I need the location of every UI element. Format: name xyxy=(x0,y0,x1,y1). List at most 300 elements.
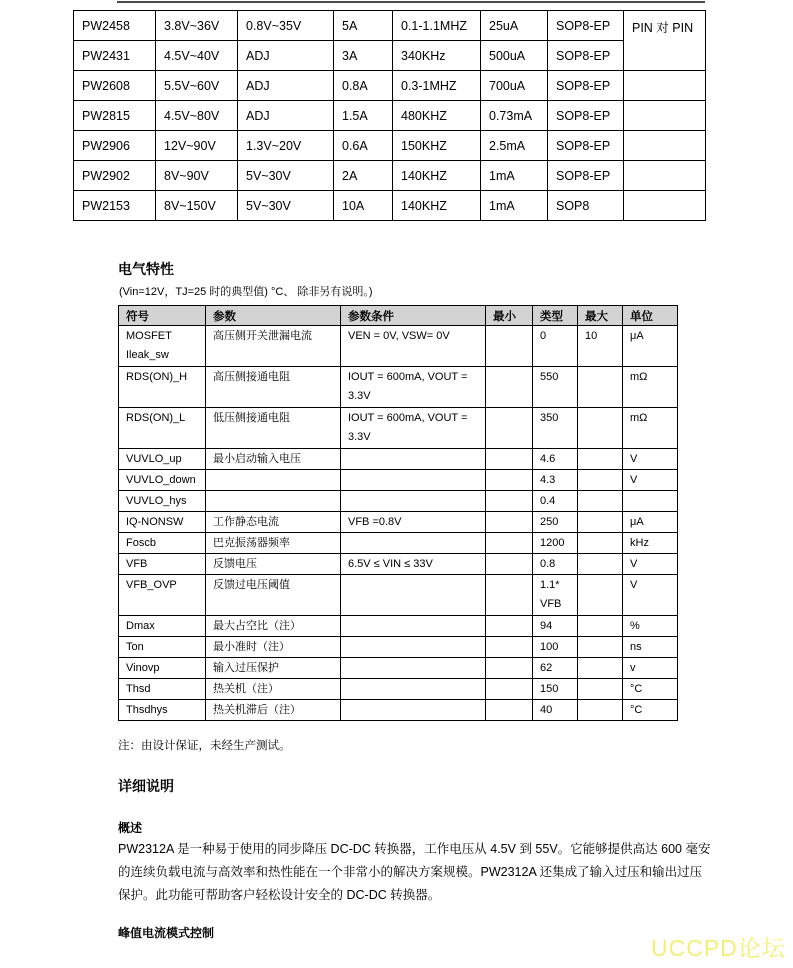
product-cell xyxy=(393,191,481,221)
condition-cell xyxy=(341,449,486,470)
symbol-cell-line: VUVLO_hys xyxy=(126,495,187,507)
product-selection-body xyxy=(74,11,706,221)
symbol-cell xyxy=(119,700,206,721)
unit-cell xyxy=(623,658,678,679)
typ-cell xyxy=(533,408,578,449)
subsection-title-peak-current-mode-control: 峰值电流模式控制 xyxy=(118,926,215,940)
electrical-header-cell: 最小 xyxy=(486,306,533,326)
product-row xyxy=(74,41,706,71)
product-cell xyxy=(481,191,548,221)
parameter-cell-line: 高压侧开关泄漏电流 xyxy=(213,330,312,342)
product-cell-line: 8V~90V xyxy=(164,168,209,183)
typ-cell-line: 0.8 xyxy=(540,558,556,570)
product-row xyxy=(74,191,706,221)
electrical-row xyxy=(119,554,678,575)
condition-cell xyxy=(341,637,486,658)
electrical-row xyxy=(119,449,678,470)
product-cell-line: 0.8A xyxy=(342,78,368,93)
electrical-header-cell: 参数条件 xyxy=(341,306,486,326)
product-cell xyxy=(156,11,238,41)
pin-to-pin-empty-cell xyxy=(624,71,706,101)
product-cell-line: 12V~90V xyxy=(164,138,216,153)
symbol-cell-line: MOSFET xyxy=(126,330,172,342)
parameter-cell-line: 巴克振荡器频率 xyxy=(213,537,290,549)
product-cell-line: 150KHZ xyxy=(401,138,447,153)
max-cell xyxy=(578,700,623,721)
typ-cell-line: 1.1* xyxy=(540,579,560,591)
typ-cell xyxy=(533,554,578,575)
unit-cell-line: % xyxy=(630,620,640,632)
typ-cell-line: 100 xyxy=(540,641,559,653)
condition-cell xyxy=(341,533,486,554)
product-cell-line: SOP8-EP xyxy=(556,18,611,33)
product-cell xyxy=(548,11,624,41)
product-row xyxy=(74,11,706,41)
unit-cell xyxy=(623,326,678,367)
electrical-header-cell: 类型 xyxy=(533,306,578,326)
symbol-cell-line: Dmax xyxy=(126,620,155,632)
parameter-cell xyxy=(206,616,341,637)
symbol-cell-line: IQ-NONSW xyxy=(126,516,184,528)
electrical-row xyxy=(119,491,678,512)
parameter-cell-line: 热关机（注） xyxy=(213,683,279,695)
symbol-cell-line: Thsdhys xyxy=(126,704,168,716)
overview-paragraph xyxy=(118,838,710,907)
symbol-cell xyxy=(119,554,206,575)
unit-cell xyxy=(623,367,678,408)
unit-cell xyxy=(623,449,678,470)
unit-cell-line: V xyxy=(630,453,638,465)
product-cell-line: 4.5V~40V xyxy=(164,48,220,63)
electrical-row xyxy=(119,326,678,367)
max-cell xyxy=(578,658,623,679)
parameter-cell xyxy=(206,554,341,575)
electrical-row xyxy=(119,700,678,721)
product-cell-line: ADJ xyxy=(246,48,270,63)
condition-cell xyxy=(341,367,486,408)
parameter-cell-line: 低压侧接通电阻 xyxy=(213,412,290,424)
condition-cell-line: 6.5V ≤ VIN ≤ 33V xyxy=(348,558,433,570)
product-cell-line: 1mA xyxy=(489,198,515,213)
unit-cell xyxy=(623,575,678,616)
electrical-conditions-subtitle: (Vin=12V，TJ=25 时的典型值) °C、 除非另有说明。) xyxy=(119,286,373,298)
electrical-header-cell: 参数 xyxy=(206,306,341,326)
parameter-cell xyxy=(206,449,341,470)
unit-cell-line: μA xyxy=(630,516,644,528)
min-cell xyxy=(486,367,533,408)
unit-cell-line: mΩ xyxy=(630,371,648,383)
max-cell xyxy=(578,491,623,512)
product-cell xyxy=(334,11,393,41)
product-cell-line: 3A xyxy=(342,48,358,63)
unit-cell-line: ns xyxy=(630,641,642,653)
product-row xyxy=(74,71,706,101)
product-cell xyxy=(156,101,238,131)
electrical-row xyxy=(119,679,678,700)
product-cell-line: SOP8-EP xyxy=(556,168,611,183)
typ-cell xyxy=(533,679,578,700)
product-cell xyxy=(74,41,156,71)
section-title-electrical-characteristics: 电气特性 xyxy=(118,261,174,277)
max-cell xyxy=(578,470,623,491)
condition-cell xyxy=(341,616,486,637)
product-cell-line: SOP8 xyxy=(556,198,590,213)
product-cell xyxy=(156,191,238,221)
min-cell xyxy=(486,616,533,637)
symbol-cell xyxy=(119,326,206,367)
product-cell-line: PW2906 xyxy=(82,138,130,153)
pin-to-pin-cell xyxy=(624,11,706,71)
product-cell xyxy=(481,11,548,41)
min-cell xyxy=(486,408,533,449)
typ-cell-line: 94 xyxy=(540,620,553,632)
symbol-cell xyxy=(119,367,206,408)
typ-cell xyxy=(533,326,578,367)
typ-cell xyxy=(533,637,578,658)
product-cell-line: 4.5V~80V xyxy=(164,108,220,123)
product-cell xyxy=(393,41,481,71)
electrical-row xyxy=(119,533,678,554)
condition-cell xyxy=(341,491,486,512)
product-cell xyxy=(548,41,624,71)
pin-to-pin-empty-cell xyxy=(624,161,706,191)
condition-cell xyxy=(341,700,486,721)
product-cell-line: PW2153 xyxy=(82,198,130,213)
condition-cell-line: VEN = 0V, VSW= 0V xyxy=(348,330,450,342)
product-cell-line: 5V~30V xyxy=(246,168,291,183)
condition-cell-line: 3.3V xyxy=(348,390,371,402)
electrical-row xyxy=(119,367,678,408)
uccpd-forum-watermark: UCCPD论坛 xyxy=(651,935,786,961)
typ-cell xyxy=(533,658,578,679)
typ-cell-line: 0 xyxy=(540,330,547,342)
condition-cell xyxy=(341,679,486,700)
unit-cell-line: V xyxy=(630,579,638,591)
electrical-row xyxy=(119,575,678,616)
condition-cell xyxy=(341,554,486,575)
unit-cell-line: V xyxy=(630,474,638,486)
max-cell-line: 10 xyxy=(585,330,598,342)
parameter-cell xyxy=(206,679,341,700)
product-cell xyxy=(238,131,334,161)
product-cell-line: 5A xyxy=(342,18,358,33)
symbol-cell-line: VFB_OVP xyxy=(126,579,177,591)
product-cell-line: SOP8-EP xyxy=(556,108,611,123)
unit-cell xyxy=(623,700,678,721)
product-cell xyxy=(548,191,624,221)
unit-cell xyxy=(623,470,678,491)
product-cell-line: 1.3V~20V xyxy=(246,138,302,153)
product-cell-line: 5V~30V xyxy=(246,198,291,213)
product-cell-line: ADJ xyxy=(246,108,270,123)
typ-cell xyxy=(533,512,578,533)
condition-cell xyxy=(341,470,486,491)
unit-cell xyxy=(623,491,678,512)
product-cell xyxy=(393,11,481,41)
max-cell xyxy=(578,512,623,533)
electrical-header-row xyxy=(119,306,678,326)
unit-cell-line: mΩ xyxy=(630,412,648,424)
overview-paragraph-line: 保护。此功能可帮助客户轻松设计安全的 DC-DC 转换器。 xyxy=(118,888,441,902)
product-cell xyxy=(74,191,156,221)
product-cell xyxy=(74,161,156,191)
product-cell-line: PW2902 xyxy=(82,168,130,183)
electrical-row xyxy=(119,637,678,658)
min-cell xyxy=(486,326,533,367)
electrical-header-cell: 单位 xyxy=(623,306,678,326)
symbol-cell-line: Foscb xyxy=(126,537,156,549)
product-cell-line: 1mA xyxy=(489,168,515,183)
product-cell-line: PW2815 xyxy=(82,108,130,123)
max-cell xyxy=(578,367,623,408)
product-cell-line: 480KHZ xyxy=(401,108,447,123)
typ-cell-line: 150 xyxy=(540,683,559,695)
symbol-cell xyxy=(119,658,206,679)
parameter-cell xyxy=(206,658,341,679)
unit-cell xyxy=(623,533,678,554)
product-cell xyxy=(548,101,624,131)
product-cell-line: 0.8V~35V xyxy=(246,18,302,33)
product-cell xyxy=(238,41,334,71)
max-cell xyxy=(578,679,623,700)
max-cell xyxy=(578,575,623,616)
typ-cell-line: 4.6 xyxy=(540,453,556,465)
product-cell xyxy=(481,131,548,161)
product-cell-line: PW2608 xyxy=(82,78,130,93)
symbol-cell xyxy=(119,637,206,658)
unit-cell xyxy=(623,554,678,575)
product-cell xyxy=(238,161,334,191)
condition-cell-line: VFB =0.8V xyxy=(348,516,402,528)
product-cell-line: 2A xyxy=(342,168,358,183)
symbol-cell-line: Ton xyxy=(126,641,144,653)
max-cell xyxy=(578,533,623,554)
unit-cell-line: °C xyxy=(630,683,643,695)
parameter-cell xyxy=(206,326,341,367)
typ-cell xyxy=(533,470,578,491)
product-cell-line: 500uA xyxy=(489,48,526,63)
product-cell-line: 0.3-1MHZ xyxy=(401,78,457,93)
max-cell xyxy=(578,449,623,470)
overview-paragraph-line: PW2312A 是一种易于使用的同步降压 DC-DC 转换器，工作电压从 4.5V 到 55V。它能够提供高达 600 毫安 xyxy=(118,842,711,856)
symbol-cell-line: VUVLO_up xyxy=(126,453,182,465)
product-cell-line: 700uA xyxy=(489,78,526,93)
product-cell-line: 2.5mA xyxy=(489,138,526,153)
product-cell xyxy=(393,161,481,191)
symbol-cell xyxy=(119,616,206,637)
product-cell xyxy=(238,11,334,41)
max-cell xyxy=(578,326,623,367)
product-cell-line: 3.8V~36V xyxy=(164,18,220,33)
unit-cell-line: v xyxy=(630,662,636,674)
typ-cell xyxy=(533,491,578,512)
min-cell xyxy=(486,700,533,721)
product-cell xyxy=(238,191,334,221)
unit-cell-line: V xyxy=(630,558,638,570)
product-cell-line: 5.5V~60V xyxy=(164,78,220,93)
symbol-cell-line: VFB xyxy=(126,558,148,570)
symbol-cell-line: RDS(ON)_H xyxy=(126,371,188,383)
product-cell-line: PW2431 xyxy=(82,48,130,63)
condition-cell xyxy=(341,658,486,679)
typ-cell-line: 350 xyxy=(540,412,559,424)
symbol-cell xyxy=(119,470,206,491)
product-cell-line: 140KHZ xyxy=(401,168,447,183)
parameter-cell xyxy=(206,700,341,721)
electrical-row xyxy=(119,616,678,637)
typ-cell xyxy=(533,449,578,470)
product-cell-line: 340KHz xyxy=(401,48,446,63)
condition-cell xyxy=(341,408,486,449)
product-cell-line: PW2458 xyxy=(82,18,130,33)
pin-to-pin-empty-cell xyxy=(624,191,706,221)
min-cell xyxy=(486,512,533,533)
condition-cell-line: IOUT = 600mA, VOUT = xyxy=(348,371,468,383)
min-cell xyxy=(486,449,533,470)
parameter-cell xyxy=(206,512,341,533)
typ-cell-line: 62 xyxy=(540,662,553,674)
product-cell xyxy=(238,71,334,101)
typ-cell-line: 550 xyxy=(540,371,559,383)
unit-cell xyxy=(623,679,678,700)
typ-cell xyxy=(533,575,578,616)
design-guarantee-note: 注：由设计保证，未经生产测试。 xyxy=(118,740,291,752)
product-cell xyxy=(548,131,624,161)
typ-cell-line: 250 xyxy=(540,516,559,528)
product-row xyxy=(74,101,706,131)
min-cell xyxy=(486,637,533,658)
product-cell-line: SOP8-EP xyxy=(556,78,611,93)
product-cell xyxy=(238,101,334,131)
product-selection-table xyxy=(73,10,706,221)
parameter-cell-line: 反馈电压 xyxy=(213,558,257,570)
symbol-cell xyxy=(119,408,206,449)
product-cell xyxy=(393,131,481,161)
symbol-cell xyxy=(119,575,206,616)
product-cell xyxy=(334,71,393,101)
section-title-detailed-description: 详细说明 xyxy=(118,778,174,794)
typ-cell-line: 1200 xyxy=(540,537,565,549)
unit-cell xyxy=(623,408,678,449)
electrical-row xyxy=(119,408,678,449)
typ-cell-line: VFB xyxy=(540,598,562,610)
product-cell-line: 25uA xyxy=(489,18,519,33)
min-cell xyxy=(486,554,533,575)
product-cell xyxy=(156,71,238,101)
cropped-table-remnant-line xyxy=(117,1,705,3)
electrical-header-cell: 符号 xyxy=(119,306,206,326)
typ-cell xyxy=(533,700,578,721)
unit-cell-line: μA xyxy=(630,330,644,342)
min-cell xyxy=(486,491,533,512)
min-cell xyxy=(486,470,533,491)
symbol-cell-line: Thsd xyxy=(126,683,151,695)
product-cell xyxy=(334,101,393,131)
product-cell xyxy=(393,71,481,101)
product-cell-line: 0.6A xyxy=(342,138,368,153)
product-cell xyxy=(74,131,156,161)
symbol-cell xyxy=(119,491,206,512)
condition-cell xyxy=(341,512,486,533)
parameter-cell xyxy=(206,470,341,491)
symbol-cell-line: VUVLO_down xyxy=(126,474,196,486)
product-cell-line: SOP8-EP xyxy=(556,48,611,63)
electrical-body xyxy=(119,326,678,721)
electrical-row xyxy=(119,658,678,679)
product-cell xyxy=(548,161,624,191)
condition-cell xyxy=(341,575,486,616)
product-cell xyxy=(74,101,156,131)
parameter-cell xyxy=(206,575,341,616)
min-cell xyxy=(486,658,533,679)
product-cell-line: 0.73mA xyxy=(489,108,533,123)
product-cell-line: 0.1-1.1MHZ xyxy=(401,18,467,33)
pin-to-pin-empty-cell xyxy=(624,131,706,161)
product-cell xyxy=(393,101,481,131)
product-cell-line: SOP8-EP xyxy=(556,138,611,153)
parameter-cell xyxy=(206,533,341,554)
typ-cell xyxy=(533,367,578,408)
product-cell xyxy=(481,101,548,131)
parameter-cell-line: 最小准时（注） xyxy=(213,641,290,653)
electrical-row xyxy=(119,470,678,491)
symbol-cell xyxy=(119,533,206,554)
unit-cell xyxy=(623,512,678,533)
product-cell-line: 1.5A xyxy=(342,108,368,123)
electrical-row xyxy=(119,512,678,533)
max-cell xyxy=(578,554,623,575)
product-row xyxy=(74,131,706,161)
symbol-cell-line: RDS(ON)_L xyxy=(126,412,186,424)
condition-cell xyxy=(341,326,486,367)
product-cell xyxy=(74,11,156,41)
parameter-cell-line: 反馈过电压阈值 xyxy=(213,579,290,591)
pin-to-pin-empty-cell xyxy=(624,101,706,131)
product-cell xyxy=(74,71,156,101)
parameter-cell xyxy=(206,637,341,658)
max-cell xyxy=(578,408,623,449)
pin-to-pin-cell-line: PIN 对 PIN xyxy=(632,21,694,35)
parameter-cell-line: 最大占空比（注） xyxy=(213,620,301,632)
parameter-cell-line: 工作静态电流 xyxy=(213,516,279,528)
typ-cell-line: 40 xyxy=(540,704,553,716)
parameter-cell-line: 热关机滞后（注） xyxy=(213,704,301,716)
product-cell-line: 140KHZ xyxy=(401,198,447,213)
typ-cell-line: 4.3 xyxy=(540,474,556,486)
parameter-cell xyxy=(206,367,341,408)
product-cell xyxy=(334,41,393,71)
parameter-cell xyxy=(206,408,341,449)
product-cell xyxy=(156,131,238,161)
symbol-cell xyxy=(119,449,206,470)
unit-cell-line: kHz xyxy=(630,537,649,549)
parameter-cell-line: 输入过压保护 xyxy=(213,662,279,674)
product-row xyxy=(74,161,706,191)
product-cell xyxy=(548,71,624,101)
product-cell xyxy=(334,131,393,161)
max-cell xyxy=(578,637,623,658)
min-cell xyxy=(486,533,533,554)
product-cell xyxy=(481,71,548,101)
unit-cell-line: °C xyxy=(630,704,643,716)
parameter-cell-line: 高压侧接通电阻 xyxy=(213,371,290,383)
product-cell xyxy=(481,41,548,71)
unit-cell xyxy=(623,616,678,637)
symbol-cell xyxy=(119,679,206,700)
electrical-characteristics-table xyxy=(118,305,678,721)
symbol-cell-line: Vinovp xyxy=(126,662,160,674)
product-cell xyxy=(156,41,238,71)
